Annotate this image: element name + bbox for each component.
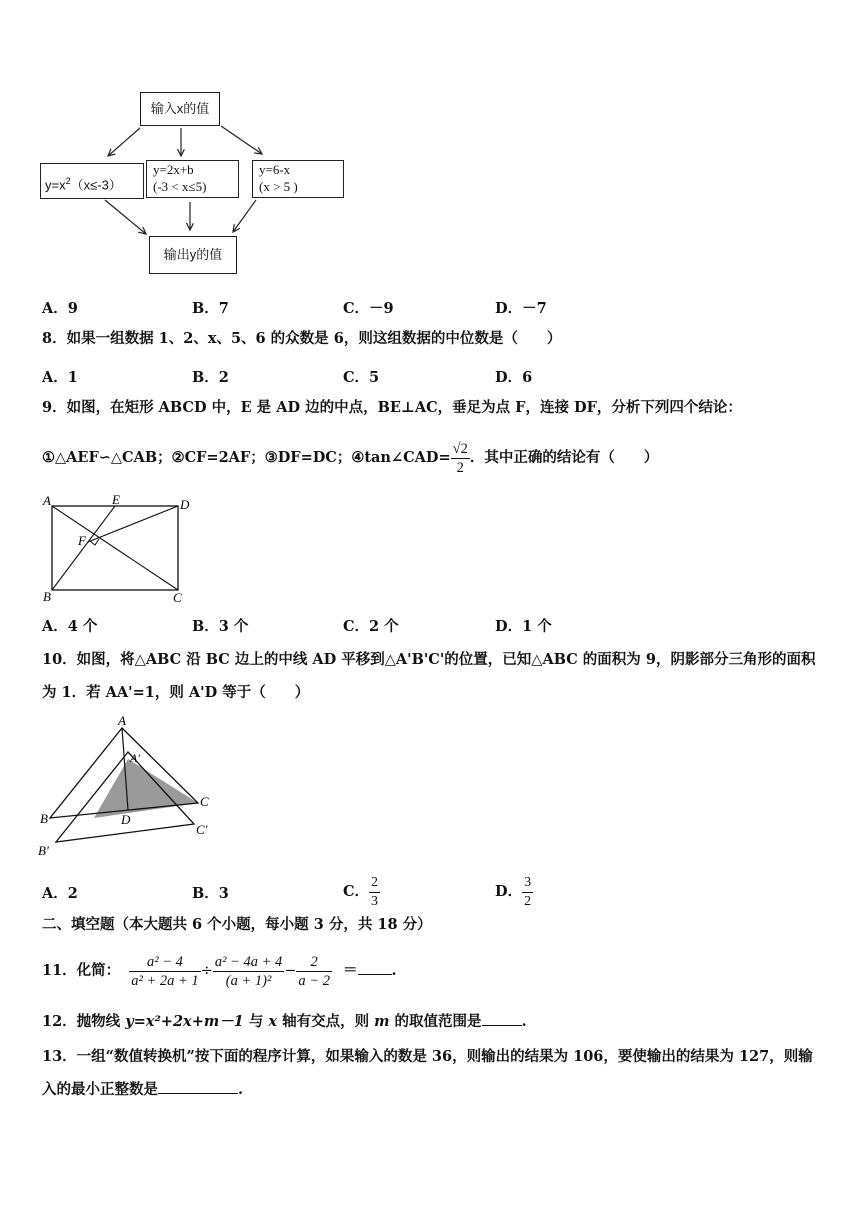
q10-label-b: B	[40, 811, 48, 826]
q12-var: m	[374, 1013, 390, 1030]
q10-option-c-label: C．	[343, 883, 370, 900]
flow-right-line1: y=6-x	[259, 162, 291, 177]
flow-right-line2: (x > 5 )	[259, 179, 298, 194]
q13-line2	[42, 1080, 243, 1100]
q11-f3-den: a − 2	[298, 972, 330, 989]
q9-label-c: C	[173, 590, 182, 605]
q8-option-d: D．6	[495, 369, 533, 386]
flow-left-text: y=x	[45, 177, 66, 193]
q10-triangle-figure	[34, 712, 224, 862]
q11-end: .	[391, 962, 397, 979]
flow-right-box	[252, 160, 344, 198]
q13-end: .	[238, 1081, 244, 1098]
q9-label-a: A	[43, 493, 51, 508]
flow-output-box	[149, 236, 237, 274]
q12-answer-blank[interactable]	[482, 1025, 522, 1026]
q11	[42, 944, 397, 998]
q9-stem: 9．如图，在矩形 ABCD 中，E 是 AD 边的中点，BE⊥AC，垂足为点 F，连接 DF，分析下列四个结论：	[42, 399, 742, 416]
q9-tan-fraction	[451, 440, 470, 477]
q10-label-c-prime: C'	[196, 822, 208, 837]
q11-prefix: 11．化简：	[42, 962, 121, 979]
q13-line2-text: 入的最小正整数是	[42, 1081, 158, 1098]
q10-d-num: 3	[522, 874, 533, 893]
q9-option-a: A．4 个	[42, 618, 98, 635]
flow-mid-box	[146, 160, 239, 198]
q11-equals: ＝	[343, 962, 358, 979]
q9-label-e: E	[112, 492, 120, 507]
q10-stem-line1: 10．如图，将△ABC 沿 BC 边上的中线 AD 平移到△A'B'C'的位置，已知△ABC 的面积为 9，阴影部分三角形的面积	[42, 651, 816, 668]
flow-mid-line2: (-3 < x≤5)	[153, 179, 207, 194]
q10-option-c	[343, 870, 380, 914]
q7-option-d: D．－7	[495, 300, 547, 317]
q11-op-minus: −	[284, 963, 297, 979]
q10-option-a: A．2	[42, 885, 78, 902]
q10-label-a: A	[118, 713, 126, 728]
q12-middle2: 轴有交点，则	[277, 1013, 375, 1030]
flow-output-text: 输出y的值	[163, 247, 223, 262]
flowchart-arrows	[0, 0, 868, 290]
q10-label-c: C	[200, 794, 209, 809]
q9-option-d: D．1 个	[495, 618, 552, 635]
q10-c-den: 3	[371, 893, 379, 909]
q9-label-b: B	[43, 589, 51, 604]
q11-f1-den: a² + 2a + 1	[131, 972, 199, 989]
q12-suffix: 的取值范围是	[389, 1013, 482, 1030]
q9-option-b: B．3 个	[192, 618, 249, 635]
q7-option-c: C．－9	[343, 300, 394, 317]
q11-fraction-3	[296, 953, 332, 990]
q7-option-a: A．9	[42, 300, 78, 317]
flow-mid-line1: y=2x+b	[153, 162, 194, 177]
q9-frac-den: 2	[456, 459, 464, 476]
section2-title: 二、填空题（本大题共 6 个小题，每小题 3 分，共 18 分）	[42, 916, 432, 933]
flow-left-box	[40, 163, 144, 199]
q10-option-c-fraction	[369, 874, 380, 911]
q9-frac-num: √2	[452, 440, 468, 457]
q12	[42, 1012, 527, 1032]
q9-label-d: D	[180, 497, 190, 512]
q12-axis: x	[268, 1013, 278, 1030]
flow-left-exp: 2	[65, 176, 71, 186]
q10-d-den: 2	[524, 893, 532, 909]
flow-left-cond: （x≤-3）	[70, 177, 122, 193]
flow-input-box	[140, 92, 220, 126]
q11-fraction-2	[213, 953, 284, 990]
q8-option-a: A．1	[42, 369, 78, 386]
q9-rectangle-figure	[38, 490, 198, 605]
q12-middle: 与	[243, 1013, 269, 1030]
q12-expression: y=x²+2x+m－1	[125, 1013, 244, 1030]
q10-option-d-label: D．	[495, 883, 523, 900]
q11-op-divide: ÷	[200, 963, 213, 979]
q9-tail: ．其中正确的结论有（ ）	[469, 449, 659, 466]
q10-c-num: 2	[369, 874, 380, 893]
q11-f3-num: 2	[296, 953, 332, 972]
q9-conclusions	[42, 434, 658, 482]
q10-option-d-fraction	[522, 874, 533, 911]
q10-option-b: B．3	[192, 885, 229, 902]
q12-end: .	[521, 1013, 527, 1030]
q10-option-d	[495, 870, 533, 914]
q11-answer-blank[interactable]	[358, 974, 392, 975]
q11-fraction-1	[129, 953, 200, 990]
q9-label-f: F	[78, 533, 86, 548]
q10-stem-line2: 为 1．若 AA'=1，则 A'D 等于（ ）	[42, 684, 310, 701]
q9-option-c: C．2 个	[343, 618, 399, 635]
q8-option-b: B．2	[192, 369, 229, 386]
q9-conclusions-text: ①△AEF∽△CAB；②CF=2AF；③DF=DC；④tan∠CAD=	[42, 449, 451, 466]
q12-prefix: 12．抛物线	[42, 1013, 126, 1030]
q11-f2-num: a² − 4a + 4	[214, 953, 283, 970]
q8-option-c: C．5	[343, 369, 380, 386]
q13-line1: 13．一组“数值转换机”按下面的程序计算，如果输入的数是 36，则输出的结果为 106，要使输出的结果为 127，则输	[42, 1048, 813, 1065]
q10-label-b-prime: B'	[38, 843, 49, 858]
q10-label-a-prime: A'	[130, 751, 140, 765]
q11-f2-den: (a + 1)²	[225, 972, 272, 989]
q10-label-d: D	[121, 812, 131, 827]
q11-f1-num: a² − 4	[129, 953, 200, 972]
q8-stem: 8．如果一组数据 1、2、x、5、6 的众数是 6，则这组数据的中位数是（ ）	[42, 330, 562, 347]
q7-option-b: B．7	[192, 300, 229, 317]
q13-answer-blank[interactable]	[158, 1093, 238, 1094]
flow-input-text: 输入x的值	[150, 101, 210, 116]
